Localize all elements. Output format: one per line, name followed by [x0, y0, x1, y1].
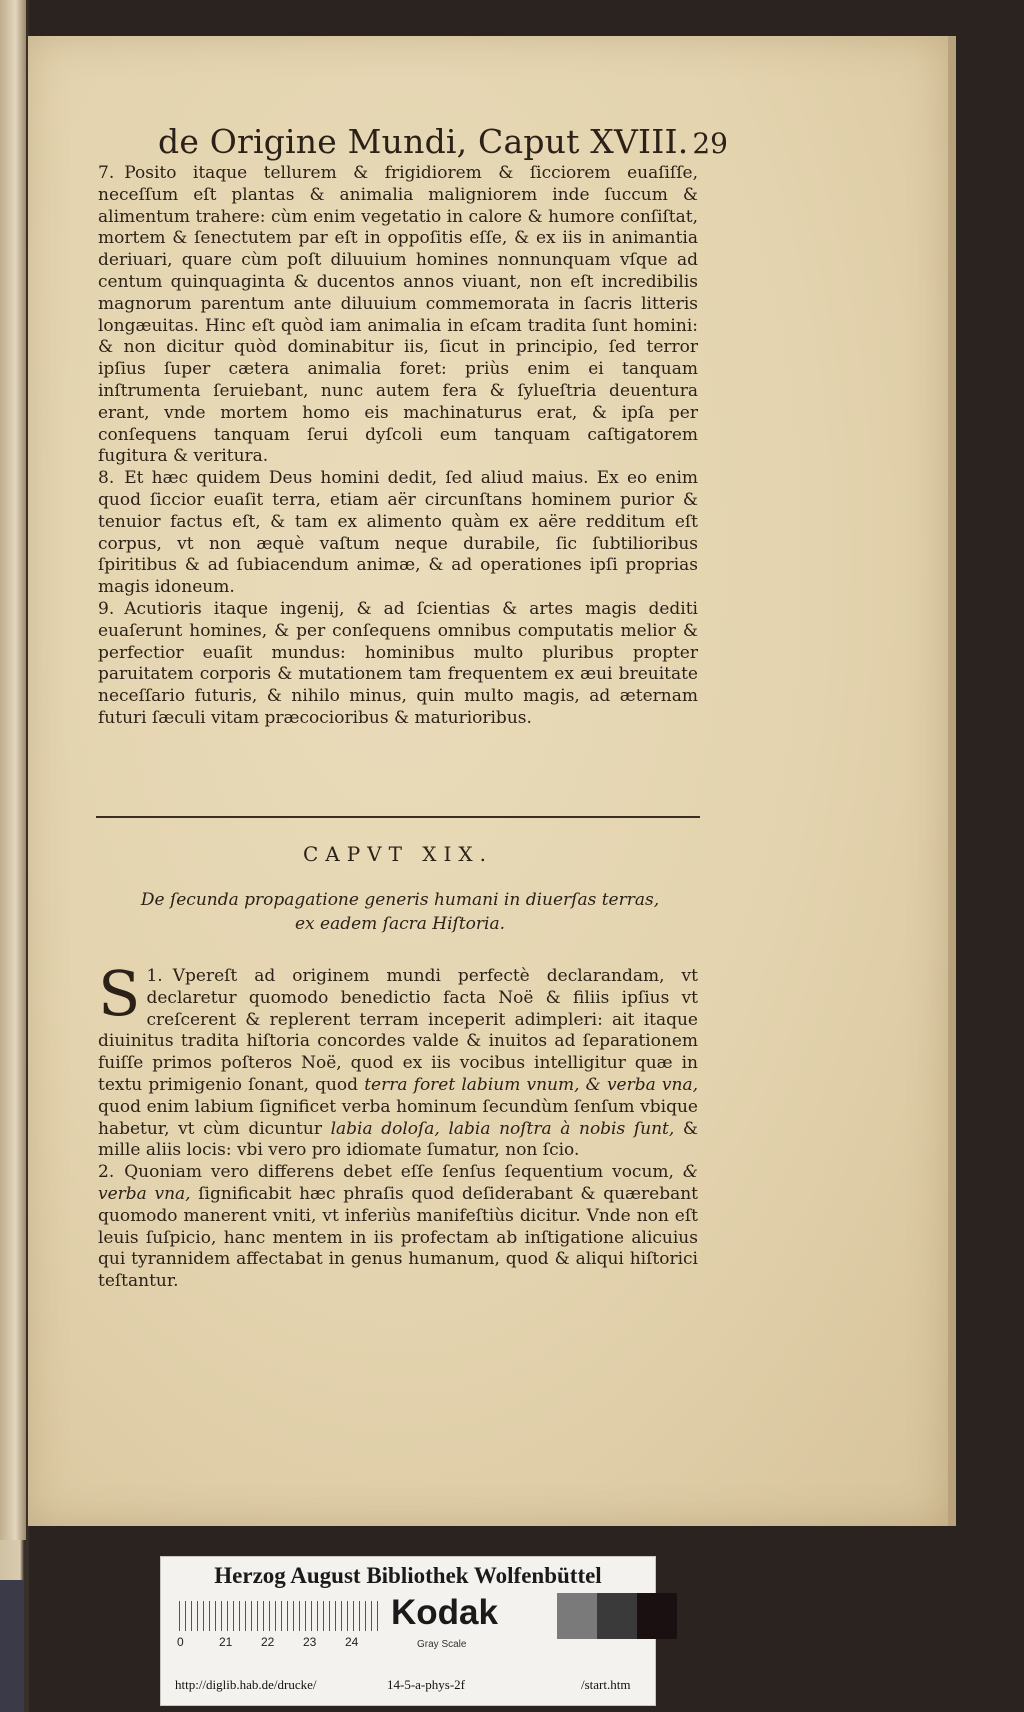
gray-swatches	[557, 1593, 677, 1639]
paragraph-text: Posito itaque tellurem & frigidiorem & ſicciorem euaſiſſe, neceſſum eſt plantas & animalia maligniorem inde ſuccum & alimentum trahere: cùm enim vegetatio in calore & humore conſiſtat, mortem & ſenectutem par eſt in oppoſitis eſſe, & ex iis in animantia deriuari, quare cùm poſt diluuium homines nonnunquam vſque ad centum quinquaginta & ducentos annos viuant, non eſt incredibilis magnorum parentum ante diluuium commemorata in ſacris litteris longæuitas. Hinc eſt quòd iam animalia in eſcam tradita ſunt homini: & non dicitur quòd dominabitur iis, ſicut in principio, ſed terror ipſius ſuper cætera animalia foret: priùs enim ei tanquam inſtrumenta ſeruiebant, nunc autem fera & ſylueſtria deuentura erant, vnde mortem homo eis machinaturus erat, & ipſa per conſequens tanquam ſerui dyſcoli eum tanquam caſtigatorem fugitura & veritura.	[98, 163, 698, 467]
drop-cap: S	[98, 957, 141, 1030]
adjacent-page-edge	[0, 0, 26, 1540]
paragraph-number: 9.	[98, 598, 115, 619]
kodak-logo: Kodak	[391, 1593, 498, 1632]
ruler-number: 24	[345, 1635, 359, 1649]
paragraph-text: Acutioris itaque ingenij, & ad ſcientias & artes magis dediti euaſerunt homines, & per conſequens omnibus computatis melior & perfectior euaſit mundus: hominibus multo pluribus propter paruitatem corporis & mutationem tam frequentem ex æui breuitate neceſſario futuris, & nihilo minus, quin multo magis, ad æternam futuri ſæculi vitam præcocioribus & maturioribus.	[98, 598, 698, 728]
scan-border-strip	[0, 1580, 24, 1712]
paragraph-text: quod enim labium ſignificet verba hominum ſecundùm ſenſum vbique habetur, vt cùm dicuntur	[98, 1096, 698, 1139]
library-color-bar	[160, 1556, 656, 1706]
library-url[interactable]: http://diglib.hab.de/drucke/	[175, 1677, 317, 1692]
paragraph-number: 8.	[98, 468, 115, 489]
gray-scale-label: Gray Scale	[417, 1639, 467, 1650]
gray-swatch	[637, 1593, 677, 1639]
page-body-bottom	[98, 957, 699, 1293]
paragraph-number: 2.	[98, 1162, 115, 1183]
paragraph-1	[98, 957, 699, 1162]
gray-swatch	[597, 1593, 637, 1639]
paragraph-7	[98, 163, 698, 468]
paragraph-number: 1.	[146, 966, 163, 986]
paragraph-text: Vpereſt ad originem mundi perfectè declarandam, vt declaretur quomodo benedictio facta Noë & filiis ipſius vt creſcerent & replerent terram inceperit adimpleri: ait itaque diuinitus tradita hiſtoria concordes valde & inuitos ad ſeparationem fuiſſe primos poſteros Noë, quod ex iis vocibus intelligitur quæ in textu primigenio ſonant, quod	[98, 966, 698, 1095]
paragraph-text: Et hæc quidem Deus homini dedit, ſed aliud maius. Ex eo enim quod ſiccior euaſit terra, etiam aër circunſtans hominem purior & tenuior factus eſt, & tam ex alimento quàm ex aëre redditum eſt corpus, vt non æquè vaſtum neque durabile, ſic ſubtilioribus ſpiritibus & ad ſubiacendum animæ, & ad operationes ipſi proprias magis idoneum.	[98, 468, 698, 598]
paragraph-text: ſignificabit hæc phraſis quod deſiderabant & quærebant quomodo manerent vniti, vt inferiùs manifeſtiùs dicitur. Vnde non eſt leuis ſuſpicio, hanc mentem in iis profectam ab inſtigatione alicuius qui tyrannidem affectabat in genus humanum, quod & aliqui hiſtorici teſtantur.	[98, 1183, 698, 1292]
running-head	[158, 122, 728, 161]
paragraph-8	[98, 468, 698, 599]
gray-swatch	[557, 1593, 597, 1639]
shelfmark: 14-5-a-phys-2f	[387, 1677, 465, 1692]
ruler-scale	[179, 1601, 379, 1631]
url-row	[161, 1673, 655, 1697]
library-title: Herzog August Bibliothek Wolfenbüttel	[214, 1563, 602, 1588]
chapter-subtitle: De ſecunda propagatione generis humani in diuerſas terras, ex eadem ſacra Hiſtoria.	[140, 890, 660, 934]
running-title: de Origine Mundi, Caput XVIII.	[158, 122, 689, 161]
paragraph-number: 7.	[98, 163, 115, 183]
page-number: 29	[692, 127, 728, 160]
ruler-number: 21	[219, 1635, 233, 1649]
ruler-numbers	[177, 1635, 387, 1649]
page-edge	[948, 36, 956, 1526]
paragraph-9	[98, 599, 698, 730]
page-body-top	[98, 122, 728, 730]
ruler-number: 22	[261, 1635, 275, 1649]
chapter-heading: CAPVT XIX.	[302, 842, 494, 866]
paragraph-text: & mille aliis locis: vbi vero pro idiomate ſumatur, non ſcio.	[98, 1118, 698, 1161]
ruler-number: 0	[177, 1635, 184, 1649]
italic-quote: terra foret labium vnum, & verba vna,	[364, 1074, 699, 1095]
section-divider	[96, 816, 700, 818]
paragraph-2	[98, 1162, 698, 1293]
italic-quote: & verba vna,	[98, 1162, 699, 1204]
start-link[interactable]: /start.htm	[581, 1677, 631, 1692]
paragraph-text: Quoniam vero differens debet eſſe ſenſus ſequentium vocum,	[124, 1162, 674, 1183]
italic-quote: labia doloſa, labia noſtra à nobis ſunt,	[330, 1118, 675, 1139]
ruler-number: 23	[303, 1635, 317, 1649]
